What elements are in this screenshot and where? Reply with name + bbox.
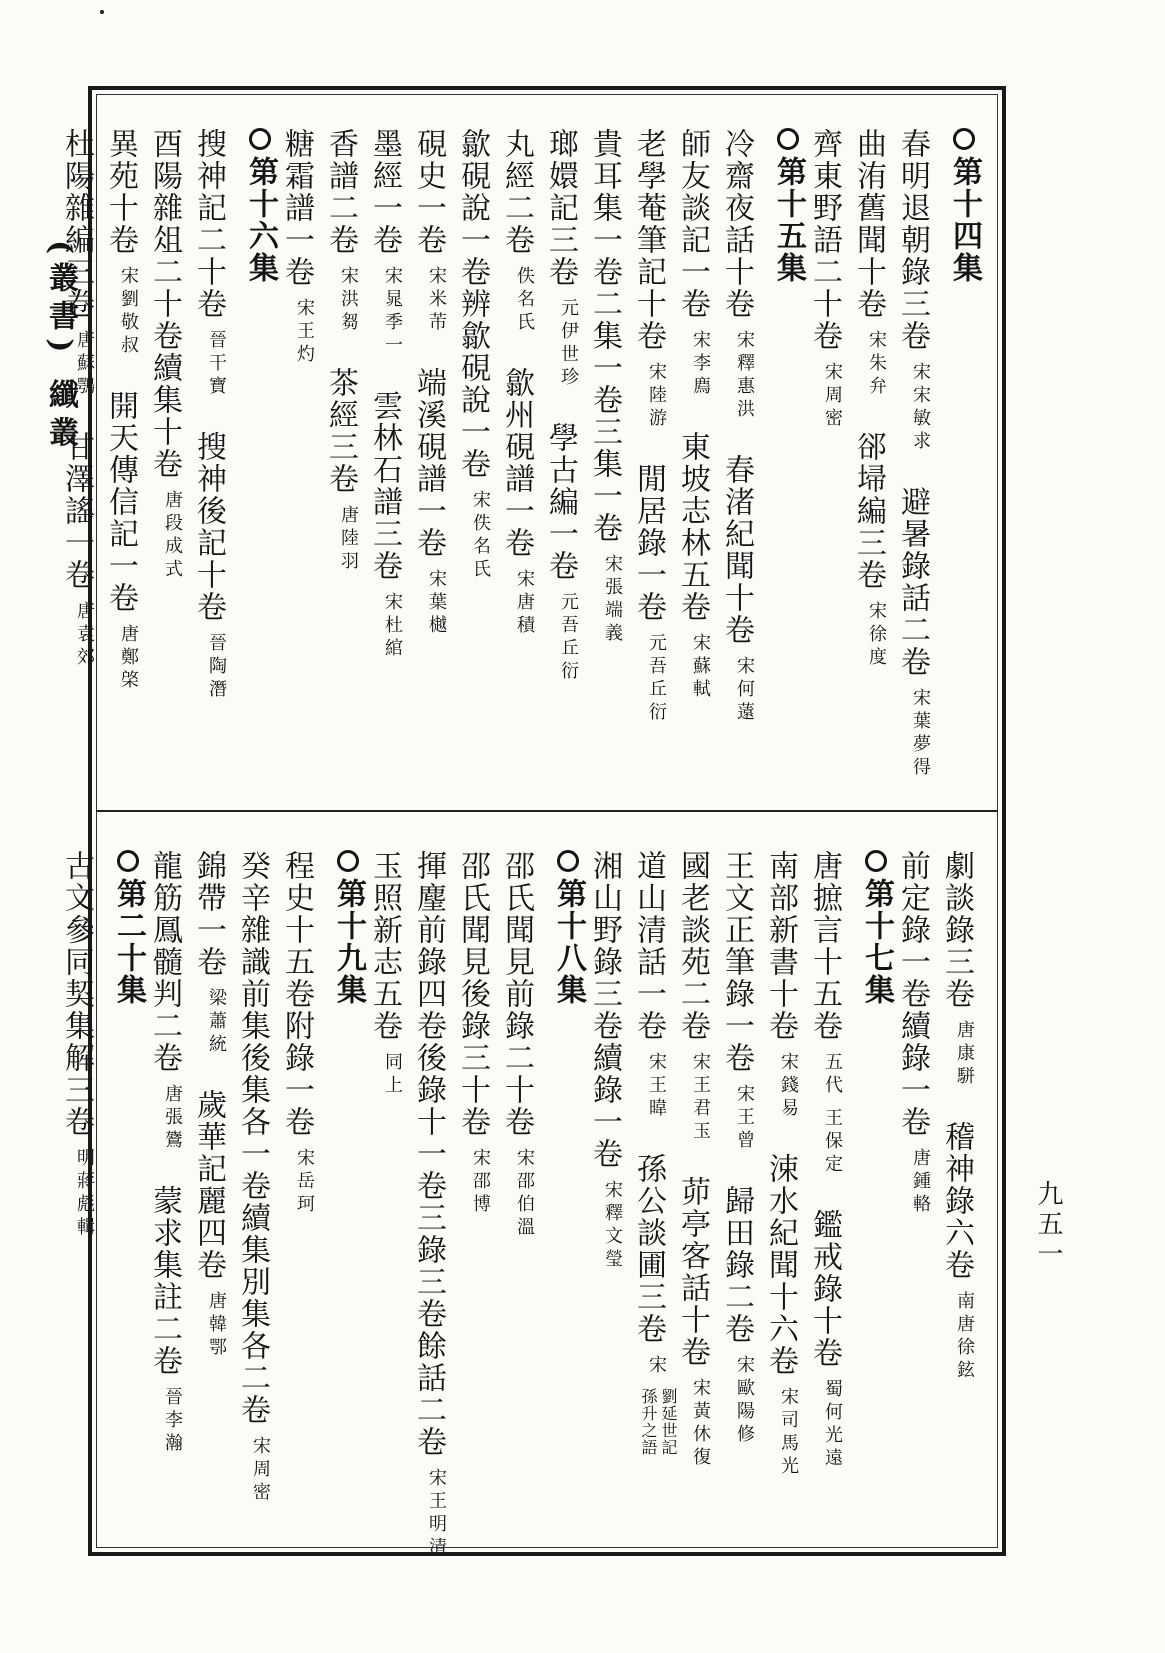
circle-marker-icon (337, 850, 359, 872)
book-title: 杜陽雜編三卷 (59, 128, 94, 320)
book-title: 茶經三卷 (323, 367, 358, 495)
book-author: 唐鍾輅 (910, 1148, 931, 1217)
book-author: 南唐徐鉉 (954, 1291, 975, 1383)
book-title: 國老談苑二卷 (675, 850, 710, 1042)
book-title: 孫公談圃三卷 (631, 1153, 666, 1345)
book-title: 劇談錄三卷 (939, 850, 974, 1010)
circle-marker-icon (953, 128, 975, 150)
book-author: 宋王暐 (646, 1052, 667, 1121)
book-title: 學古編一卷 (543, 422, 578, 582)
collection-header-text: 第十七集 (859, 878, 894, 1006)
book-title: 瑯嬛記三卷 (543, 128, 578, 288)
collection-header-text: 第十九集 (331, 878, 366, 1006)
book-author: 王保定 (822, 1108, 843, 1177)
book-author: 宋司馬光 (778, 1387, 799, 1479)
book-title: 異苑十卷 (103, 128, 138, 256)
book-title: 蒙求集註二卷 (147, 1185, 182, 1377)
book-title: 錦帶一卷 (191, 850, 226, 978)
catalog-line (895, 128, 942, 804)
book-author: 宋邵伯溫 (514, 1148, 535, 1240)
book-author: 晉陶潛 (206, 633, 227, 702)
book-author: 元吾丘衍 (558, 592, 579, 684)
section-divider (96, 810, 998, 812)
book-author: 唐韓鄂 (206, 1291, 227, 1360)
book-title: 開天傳信記一卷 (103, 390, 138, 614)
book-author: 宋晁季一 (382, 266, 403, 358)
book-title: 甘澤謠一卷 (59, 431, 94, 591)
book-author: 宋徐度 (866, 601, 887, 670)
catalog-line (191, 128, 238, 804)
book-author-line: 孫升之語 (639, 1388, 658, 1456)
book-title: 歙硯說一卷辨歙硯說一卷 (455, 128, 490, 480)
book-title: 酉陽雜俎二十卷續集十卷 (147, 128, 182, 480)
circle-marker-icon (117, 850, 139, 872)
book-author: 宋釋惠洪 (734, 330, 755, 422)
book-title: 玉照新志五卷 (367, 850, 402, 1042)
book-title: 硯史一卷 (411, 128, 446, 256)
book-title: 貴耳集一卷二集一卷三集一卷 (587, 128, 622, 544)
book-title: 涑水紀聞十六卷 (763, 1153, 798, 1377)
book-author: 宋釋文瑩 (602, 1180, 623, 1272)
book-author: 宋邵博 (470, 1148, 491, 1217)
book-author: 唐鄭棨 (118, 624, 139, 693)
book-author: 宋王曾 (734, 1084, 755, 1153)
book-author: 明蔣彪輯 (74, 1148, 95, 1240)
book-title: 搜神後記十卷 (191, 431, 226, 623)
book-author: 唐康駢 (954, 1020, 975, 1089)
book-title: 茆亭客話十卷 (675, 1176, 710, 1368)
collection-header-text: 第二十集 (111, 878, 146, 1006)
book-title: 揮麈前錄四卷後錄十一卷三錄三卷餘話二卷 (411, 850, 446, 1458)
book-title: 前定錄一卷續錄一卷 (895, 850, 930, 1138)
book-author: 宋岳珂 (294, 1148, 315, 1217)
book-author: 梁蕭統 (206, 988, 227, 1057)
book-author: 宋劉敬叔 (118, 266, 139, 358)
book-author: 宋張端義 (602, 554, 623, 646)
book-title: 唐摭言十五卷 (807, 850, 842, 1042)
book-author: 宋歐陽修 (734, 1355, 755, 1447)
book-title: 歙州硯譜一卷 (499, 367, 534, 559)
book-title: 老學菴筆記十卷 (631, 128, 666, 352)
book-author: 同上 (382, 1052, 403, 1098)
book-author: 宋蘇軾 (690, 633, 711, 702)
book-title: 糖霜譜一卷 (279, 128, 314, 288)
book-author: 宋唐積 (514, 569, 535, 638)
book-title: 春渚紀聞十卷 (719, 454, 754, 646)
circle-marker-icon (557, 850, 579, 872)
book-author: 宋陸游 (646, 362, 667, 431)
book-author: 宋周密 (250, 1436, 271, 1505)
book-title: 東坡志林五卷 (675, 431, 710, 623)
book-title: 墨經一卷 (367, 128, 402, 256)
catalog-line (499, 850, 546, 1540)
book-author: 宋錢易 (778, 1052, 799, 1121)
book-author: 晉干寶 (206, 330, 227, 399)
book-title: 香譜二卷 (323, 128, 358, 256)
book-title: 癸辛雜識前集後集各一卷續集別集各二卷 (235, 850, 270, 1426)
book-title: 閒居錄一卷 (631, 463, 666, 623)
bottom-register (59, 850, 996, 1560)
collection-header (942, 128, 986, 804)
book-title: 冷齋夜話十卷 (719, 128, 754, 320)
collection-header-text: 第十八集 (551, 878, 586, 1006)
book-author: 宋佚名氏 (470, 490, 491, 582)
book-title: 程史十五卷附錄一卷 (279, 850, 314, 1138)
catalog-line (939, 850, 986, 1540)
book-author: 蜀何光遠 (822, 1379, 843, 1471)
book-author: 宋葉樾 (426, 569, 447, 638)
book-title: 避暑錄話二卷 (895, 486, 930, 678)
collection-header-text: 第十四集 (947, 156, 982, 284)
book-title: 搜神記二十卷 (191, 128, 226, 320)
book-title: 雲林石譜三卷 (367, 390, 402, 582)
book-author: 宋朱弁 (866, 330, 887, 399)
circle-marker-icon (249, 128, 271, 150)
book-title: 邵氏聞見後錄三十卷 (455, 850, 490, 1138)
book-title: 南部新書十卷 (763, 850, 798, 1042)
catalog-line (719, 128, 766, 804)
book-title: 端溪硯譜一卷 (411, 367, 446, 559)
book-title: 鑑戒錄十卷 (807, 1209, 842, 1369)
book-title: 齊東野語二十卷 (807, 128, 842, 352)
book-title: 湘山野錄三卷續錄一卷 (587, 850, 622, 1170)
book-title: 古文參同契集解三卷 (59, 850, 94, 1138)
book-author: 宋王君玉 (690, 1052, 711, 1144)
book-author: 唐袁郊 (74, 601, 95, 670)
book-author: 元吾丘衍 (646, 633, 667, 725)
collection-header-text: 第十五集 (771, 156, 806, 284)
book-title: 師友談記一卷 (675, 128, 710, 320)
book-title: 曲洧舊聞十卷 (851, 128, 886, 320)
book-author: 唐段成式 (162, 490, 183, 582)
collection-header-text: 第十六集 (243, 156, 278, 284)
book-title: 稽神錄六卷 (939, 1121, 974, 1281)
collection-margin-label: (叢書) 纖叢 (43, 240, 78, 455)
book-title: 丸經二卷 (499, 128, 534, 256)
book-title: 王文正筆錄一卷 (719, 850, 754, 1074)
page-number: 九五一 (1033, 1180, 1063, 1270)
book-author: 宋周密 (822, 362, 843, 431)
book-author: 佚名氏 (514, 266, 535, 335)
book-author: 宋王明清 (426, 1468, 447, 1560)
book-author: 宋黃休復 (690, 1378, 711, 1470)
catalog-line (279, 850, 326, 1540)
book-author: 唐張鷟 (162, 1084, 183, 1153)
book-title: 道山清話一卷 (631, 850, 666, 1042)
ink-speck (100, 10, 104, 14)
book-author: 唐蘇鶚 (74, 330, 95, 399)
book-author-dynasty: 五代 (822, 1052, 843, 1098)
book-author: 唐陸羽 (338, 505, 359, 574)
catalog-line (807, 850, 854, 1540)
circle-marker-icon (777, 128, 799, 150)
book-title: 邵氏聞見前錄二十卷 (499, 850, 534, 1138)
book-author: 宋米芾 (426, 266, 447, 335)
book-author: 宋王灼 (294, 298, 315, 367)
book-author: 宋李廌 (690, 330, 711, 399)
book-author: 宋杜綰 (382, 592, 403, 661)
book-author-dynasty: 宋 (646, 1355, 667, 1378)
book-title: 歲華記麗四卷 (191, 1089, 226, 1281)
book-title: 郤埽編三卷 (851, 431, 886, 591)
book-author: 元伊世珍 (558, 298, 579, 390)
book-author: 宋葉夢得 (910, 688, 931, 780)
book-author: 宋何薳 (734, 656, 755, 725)
circle-marker-icon (865, 850, 887, 872)
book-author: 宋洪芻 (338, 266, 359, 335)
catalog-line (59, 850, 106, 1540)
book-title: 龍筋鳳髓判二卷 (147, 850, 182, 1074)
book-author: 宋宋敏求 (910, 362, 931, 454)
book-author-line: 劉延世記 (659, 1388, 678, 1456)
book-title: 春明退朝錄三卷 (895, 128, 930, 352)
book-title: 歸田錄二卷 (719, 1185, 754, 1345)
book-author: 晉李瀚 (162, 1387, 183, 1456)
